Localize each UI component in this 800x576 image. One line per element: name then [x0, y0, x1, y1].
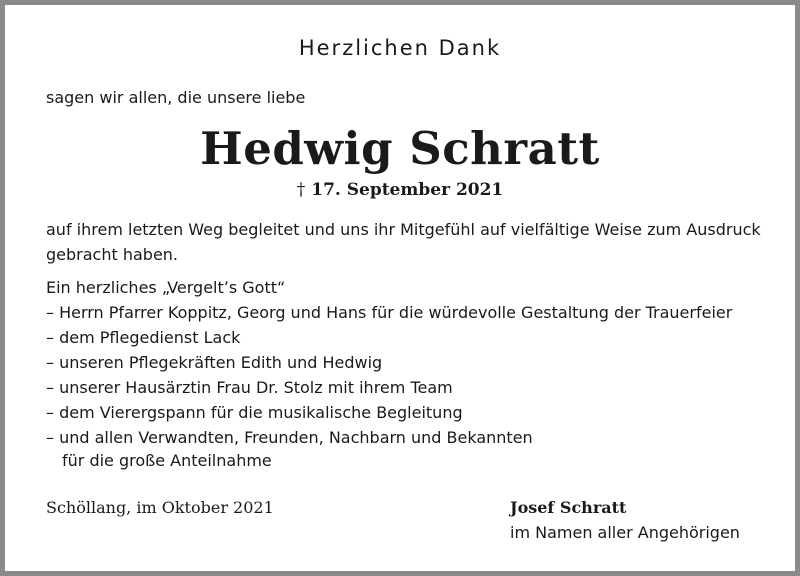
- death-date: 17. September 2021: [311, 180, 504, 200]
- deceased-name: Hedwig Schratt: [200, 122, 600, 175]
- signer-name: Josef Schratt: [510, 498, 627, 517]
- cross-icon: †: [296, 180, 306, 200]
- signer-note: im Namen aller Angehörigen: [510, 523, 740, 542]
- place-date: Schöllang, im Oktober 2021: [46, 498, 274, 517]
- paragraph-line-1: auf ihrem letzten Weg begleitet und uns ihr Mitgefühl auf vielfältige Weise zum Ausdruck: [46, 220, 761, 239]
- notice-heading: Herzlichen Dank: [298, 36, 502, 60]
- intro-text: sagen wir allen, die unsere liebe: [46, 88, 306, 107]
- death-date-line: [0, 180, 800, 200]
- thanks-item: – dem Pflegedienst Lack: [46, 328, 241, 347]
- paragraph-line-2: gebracht haben.: [46, 245, 179, 264]
- thanks-item-continuation: für die große Anteilnahme: [62, 451, 272, 470]
- thanks-intro: Ein herzliches „Vergelt’s Gott“: [46, 278, 286, 297]
- thanks-item: – dem Vierergspann für die musikalische Begleitung: [46, 403, 463, 422]
- thanks-item: – Herrn Pfarrer Koppitz, Georg und Hans für die würdevolle Gestaltung der Trauerfeier: [46, 303, 733, 322]
- thanks-item: – unseren Pflegekräften Edith und Hedwig: [46, 353, 383, 372]
- thanks-item: – und allen Verwandten, Freunden, Nachbarn und Bekannten: [46, 428, 533, 447]
- thanks-item: – unserer Hausärztin Frau Dr. Stolz mit ihrem Team: [46, 378, 453, 397]
